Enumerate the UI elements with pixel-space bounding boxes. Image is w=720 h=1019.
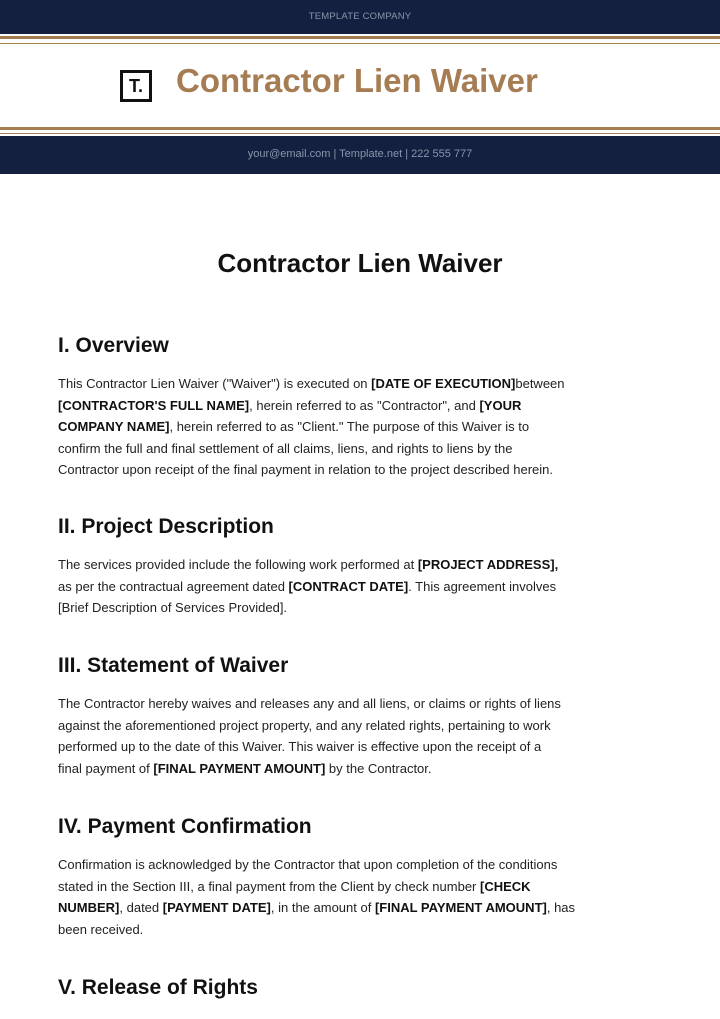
body-text: The Contractor hereby waives and releases any and all liens, or claims or rights of liens bbox=[58, 696, 561, 711]
body-text: This Contractor Lien Waiver ("Waiver") is executed on bbox=[58, 376, 372, 391]
section-heading-statement-of-waiver: III. Statement of Waiver bbox=[58, 654, 289, 677]
gold-divider-bottom-thin bbox=[0, 133, 720, 134]
section-heading-project-description: II. Project Description bbox=[58, 515, 274, 538]
document-title: Contractor Lien Waiver bbox=[217, 248, 503, 278]
section-body-overview bbox=[58, 373, 668, 481]
placeholder-field: [DATE OF EXECUTION] bbox=[371, 376, 516, 391]
placeholder-field: [FINAL PAYMENT AMOUNT] bbox=[374, 900, 547, 916]
logo-icon: T. bbox=[120, 70, 152, 102]
body-text: been received. bbox=[58, 921, 144, 937]
body-text: , has bbox=[546, 900, 576, 916]
section-heading-overview: I. Overview bbox=[58, 334, 169, 357]
placeholder-field: [CONTRACTOR'S FULL NAME] bbox=[58, 397, 250, 413]
body-text: , dated bbox=[119, 900, 163, 916]
body-text: final payment of bbox=[58, 760, 154, 776]
section-heading-payment-confirmation: IV. Payment Confirmation bbox=[58, 815, 312, 838]
body-text: [Brief Description of Services Provided]. bbox=[58, 600, 288, 616]
placeholder-field: [PAYMENT DATE] bbox=[162, 900, 271, 916]
section-body-project-description bbox=[58, 554, 668, 619]
company-name: TEMPLATE COMPANY bbox=[308, 11, 412, 22]
body-text: performed up to the date of this Waiver. This waiver is effective upon the receipt of a bbox=[58, 739, 542, 755]
gold-divider-top-thin bbox=[0, 43, 720, 44]
section-heading-release-of-rights: V. Release of Rights bbox=[58, 976, 258, 999]
placeholder-field: NUMBER] bbox=[58, 900, 120, 916]
body-text: stated in the Section III, a final payment from the Client by check number bbox=[58, 878, 480, 894]
placeholder-field: [PROJECT ADDRESS], bbox=[417, 557, 559, 572]
placeholder-field: [CONTRACT DATE] bbox=[288, 578, 409, 594]
body-text: , herein referred to as "Client." The purpose of this Waiver is to bbox=[169, 419, 530, 435]
body-text: , in the amount of bbox=[270, 900, 375, 916]
body-text: against the aforementioned project property, and any related rights, pertaining to work bbox=[58, 717, 551, 733]
brand-title: Contractor Lien Waiver bbox=[176, 62, 538, 99]
gold-divider-top bbox=[0, 36, 720, 39]
body-text: , herein referred to as "Contractor", and bbox=[249, 397, 480, 413]
body-text: confirm the full and final settlement of all claims, liens, and rights to liens by the bbox=[58, 440, 513, 456]
body-text: by the Contractor. bbox=[325, 760, 432, 776]
body-text: as per the contractual agreement dated bbox=[58, 578, 289, 594]
section-body-payment-confirmation bbox=[58, 854, 668, 940]
gold-divider-bottom bbox=[0, 127, 720, 130]
body-text: Contractor upon receipt of the final payment in relation to the project described herein. bbox=[58, 462, 554, 478]
placeholder-field: [YOUR bbox=[479, 397, 522, 413]
body-text: Confirmation is acknowledged by the Contractor that upon completion of the conditions bbox=[58, 857, 558, 872]
contact-info: your@email.com | Template.net | 222 555 777 bbox=[247, 148, 473, 160]
body-text: The services provided include the following work performed at bbox=[58, 557, 418, 572]
placeholder-field: [CHECK bbox=[480, 878, 531, 894]
section-body-statement-of-waiver bbox=[58, 693, 668, 779]
placeholder-field: [FINAL PAYMENT AMOUNT] bbox=[153, 760, 326, 776]
body-text: . This agreement involves bbox=[408, 578, 557, 594]
placeholder-field: COMPANY NAME] bbox=[58, 419, 170, 435]
body-text: between bbox=[515, 376, 565, 391]
